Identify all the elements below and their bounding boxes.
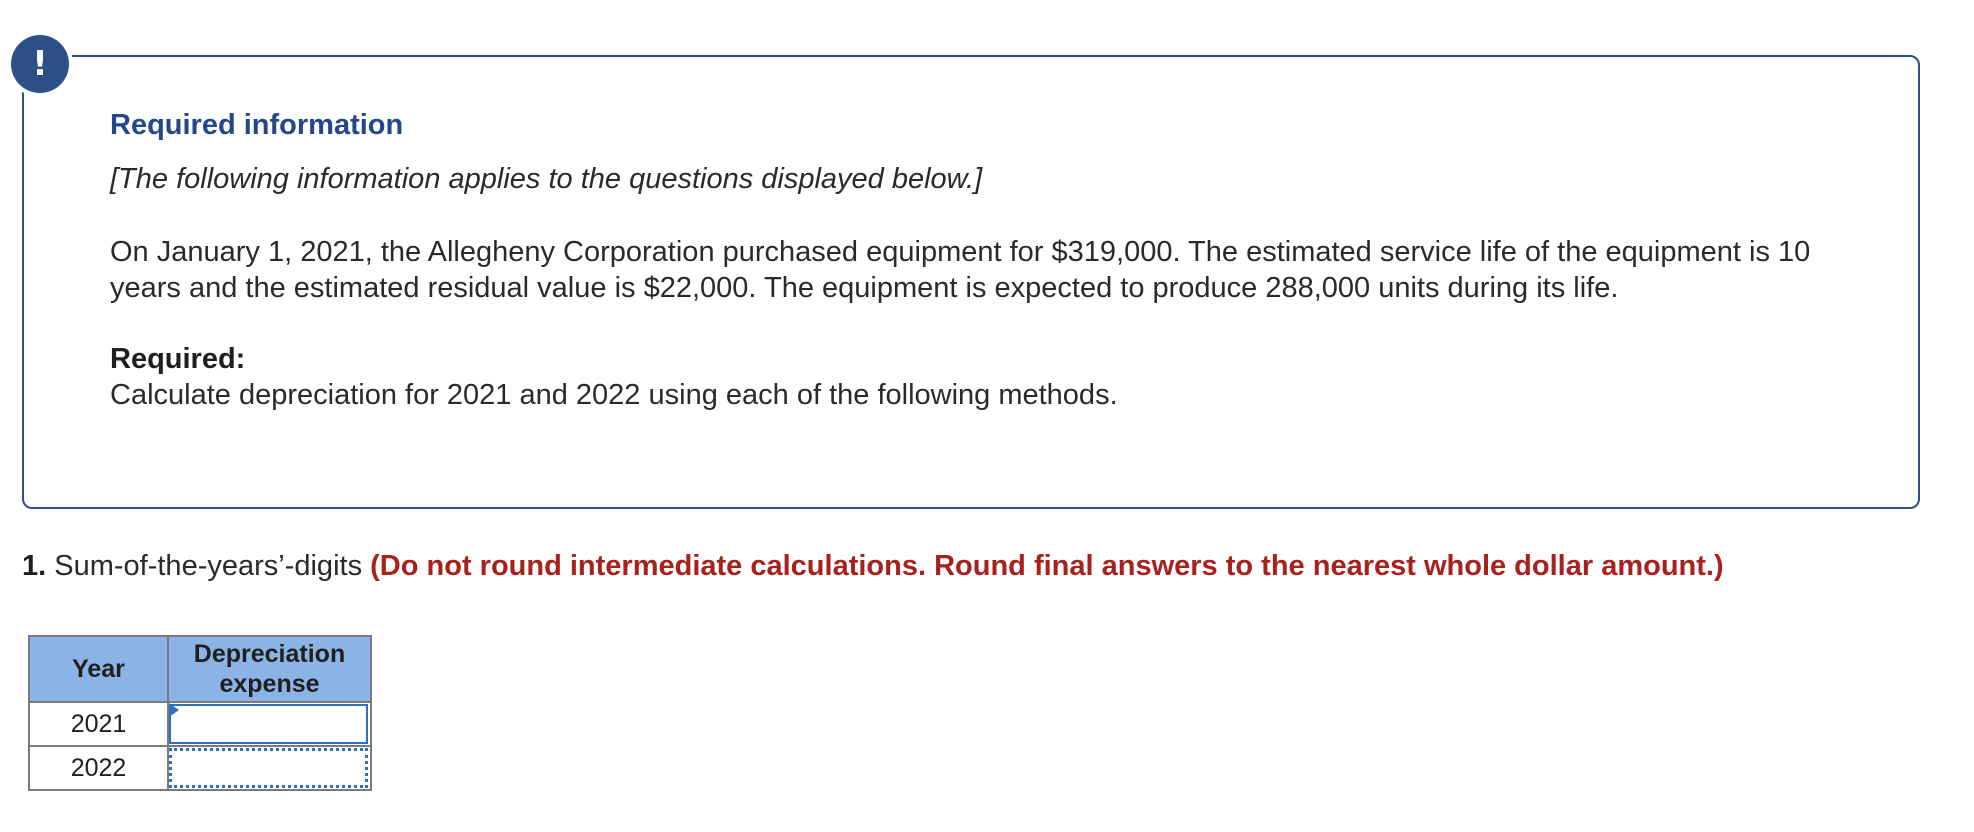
- required-information-subtitle: [The following information applies to the questions displayed below.]: [110, 163, 983, 195]
- depreciation-2021-input[interactable]: [169, 704, 368, 744]
- required-information-title: Required information: [110, 109, 404, 141]
- required-information-content: [110, 107, 1870, 413]
- table-header-row: [29, 636, 371, 702]
- depreciation-cell: [168, 746, 371, 790]
- required-text: Calculate depreciation for 2021 and 2022 using each of the following methods.: [110, 379, 1118, 411]
- year-cell: 2021: [29, 702, 168, 746]
- year-cell: 2022: [29, 746, 168, 790]
- year-column-header: Year: [29, 636, 168, 702]
- depreciation-cell: [168, 702, 371, 746]
- depreciation-table: [28, 635, 372, 791]
- alert-icon: !: [11, 35, 69, 93]
- question-number: 1.: [22, 550, 47, 582]
- depreciation-column-header: [168, 636, 371, 702]
- required-label: Required:: [110, 343, 246, 375]
- question-prompt: [22, 548, 1724, 584]
- question-instruction: (Do not round intermediate calculations. Round final answers to the nearest whole dollar amount.): [370, 550, 1724, 582]
- table-row: [29, 702, 371, 746]
- required-information-box: [22, 55, 1920, 509]
- active-cell-marker-icon: [169, 703, 179, 717]
- table-row: [29, 746, 371, 790]
- question-method: Sum-of-the-years’-digits: [54, 550, 363, 582]
- depreciation-2022-input[interactable]: [169, 748, 368, 788]
- depreciation-column-header-label: Depreciation expense: [193, 640, 346, 698]
- problem-statement: On January 1, 2021, the Allegheny Corporation purchased equipment for $319,000. The estimated service life of the equipment is 10 years and the estimated residual value is $22,000. The equipment is expected to produce 288,000 units during its life.: [110, 236, 1811, 304]
